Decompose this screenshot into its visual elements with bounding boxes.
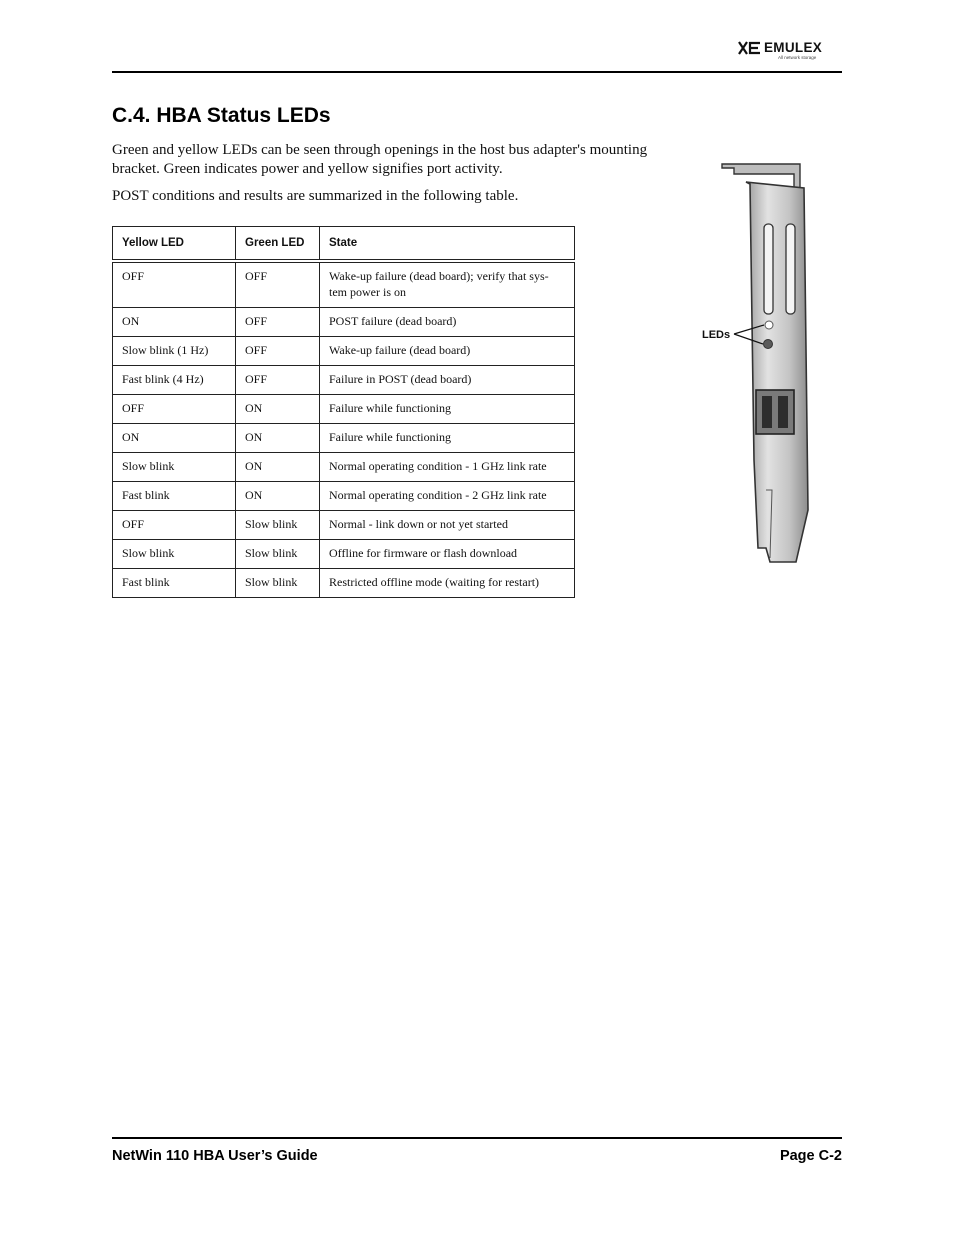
table-row <box>113 482 575 511</box>
header-green-led: Green LED <box>236 227 320 262</box>
green-led-cell: ON <box>236 395 320 424</box>
bracket-plate <box>746 182 808 562</box>
yellow-led-cell: Fast blink <box>113 482 236 511</box>
logo-tagline: All network storage <box>778 55 817 60</box>
footer-guide-title: NetWin 110 HBA User’s Guide <box>112 1148 318 1164</box>
yellow-led-icon <box>765 321 773 329</box>
table-row <box>113 308 575 337</box>
hba-bracket-illustration <box>700 160 820 570</box>
connector-port-right <box>778 396 788 428</box>
green-led-cell: ON <box>236 482 320 511</box>
emulex-mark-icon <box>738 41 762 55</box>
table-row <box>113 261 575 308</box>
state-cell: Normal operating condition - 1 GHz link rate <box>320 453 575 482</box>
yellow-led-cell: Fast blink <box>113 569 236 598</box>
state-cell: Wake-up failure (dead board); verify that sys-tem power is on <box>320 261 575 308</box>
table-row <box>113 337 575 366</box>
logo-text: EMULEX <box>764 40 823 55</box>
section-title: C.4. HBA Status LEDs <box>112 104 331 127</box>
table-row <box>113 511 575 540</box>
optical-connector-icon <box>756 390 794 434</box>
header-rule <box>112 71 842 73</box>
table-row <box>113 366 575 395</box>
state-cell: Normal operating condition - 2 GHz link rate <box>320 482 575 511</box>
yellow-led-cell: OFF <box>113 261 236 308</box>
state-cell: Failure while functioning <box>320 424 575 453</box>
green-led-cell: OFF <box>236 308 320 337</box>
connector-port-left <box>762 396 772 428</box>
yellow-led-cell: Fast blink (4 Hz) <box>113 366 236 395</box>
table-header-row <box>113 227 575 262</box>
green-led-icon <box>764 340 773 349</box>
table-row <box>113 569 575 598</box>
state-cell: Offline for firmware or flash download <box>320 540 575 569</box>
green-led-cell: Slow blink <box>236 511 320 540</box>
yellow-led-cell: ON <box>113 424 236 453</box>
green-led-cell: OFF <box>236 261 320 308</box>
table-intro-paragraph: POST conditions and results are summarized in the following table. <box>112 188 519 204</box>
state-cell: POST failure (dead board) <box>320 308 575 337</box>
footer-rule <box>112 1137 842 1139</box>
header-state: State <box>320 227 575 262</box>
table-row <box>113 395 575 424</box>
table-row <box>113 540 575 569</box>
header-yellow-led: Yellow LED <box>113 227 236 262</box>
yellow-led-cell: Slow blink (1 Hz) <box>113 337 236 366</box>
table-row <box>113 424 575 453</box>
green-led-cell: OFF <box>236 366 320 395</box>
green-led-cell: Slow blink <box>236 540 320 569</box>
state-cell: Failure in POST (dead board) <box>320 366 575 395</box>
state-cell: Normal - link down or not yet started <box>320 511 575 540</box>
yellow-led-cell: ON <box>113 308 236 337</box>
vent-slot-right <box>786 224 795 314</box>
state-cell: Restricted offline mode (waiting for restart) <box>320 569 575 598</box>
yellow-led-cell: OFF <box>113 395 236 424</box>
green-led-cell: OFF <box>236 337 320 366</box>
vent-slot-left <box>764 224 773 314</box>
yellow-led-cell: Slow blink <box>113 453 236 482</box>
yellow-led-cell: Slow blink <box>113 540 236 569</box>
state-cell: Failure while functioning <box>320 395 575 424</box>
yellow-led-cell: OFF <box>113 511 236 540</box>
green-led-cell: ON <box>236 424 320 453</box>
intro-paragraph: Green and yellow LEDs can be seen through openings in the host bus adapter's mounting bracket. Green indicates power and yellow signifies port activity. <box>112 142 648 177</box>
led-callout-label: LEDs <box>702 329 731 341</box>
led-status-table <box>112 226 575 598</box>
footer-page-number: Page C-2 <box>779 1148 842 1164</box>
table-row <box>113 453 575 482</box>
green-led-cell: ON <box>236 453 320 482</box>
green-led-cell: Slow blink <box>236 569 320 598</box>
emulex-logo <box>738 40 834 62</box>
state-cell: Wake-up failure (dead board) <box>320 337 575 366</box>
